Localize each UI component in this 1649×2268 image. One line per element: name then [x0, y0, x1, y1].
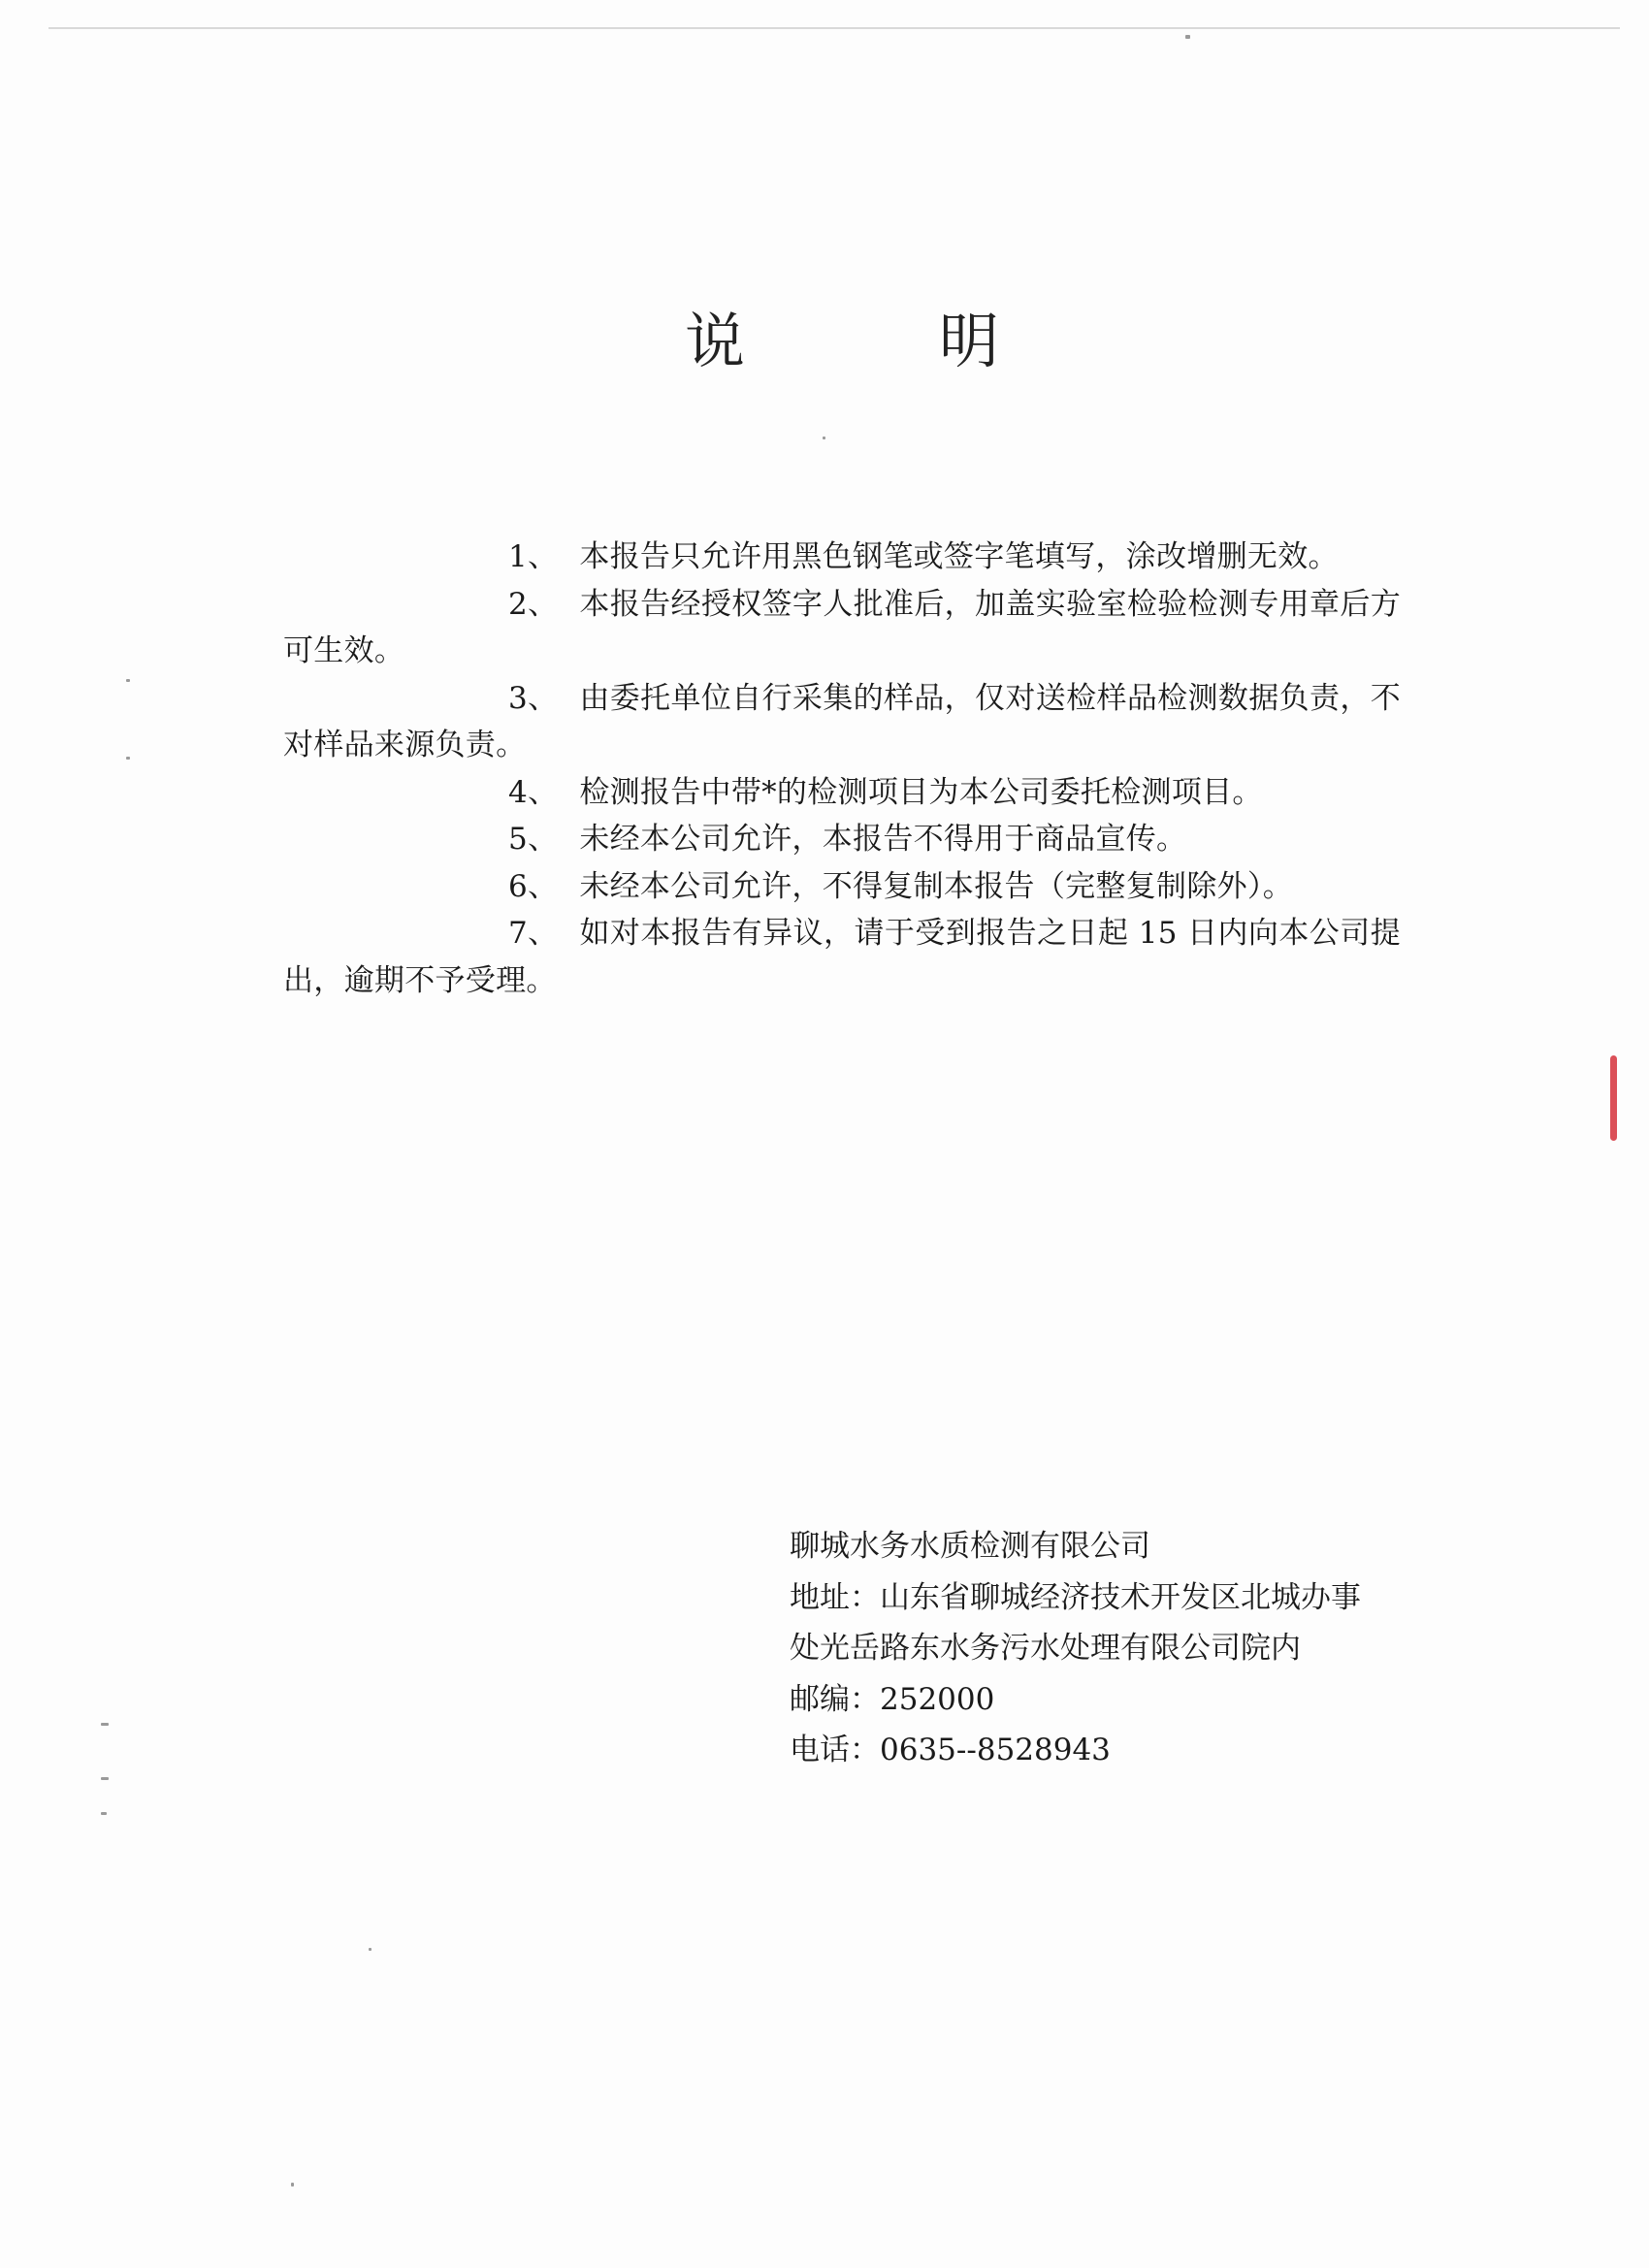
company-address-line-2: 处光岳路东水务污水处理有限公司院内	[790, 1631, 1301, 1666]
scan-speck	[101, 1812, 107, 1815]
company-phone: 电话：0635--8528943	[790, 1733, 1111, 1767]
red-ink-mark	[1610, 1055, 1617, 1141]
company-info	[790, 1521, 1410, 1776]
scan-speck	[1185, 35, 1190, 39]
note-text: 未经本公司允许，不得复制本报告（完整复制除外）。	[579, 868, 1294, 904]
note-number: 5、	[508, 822, 559, 857]
scan-speck	[369, 1948, 372, 1951]
scan-speck	[101, 1777, 109, 1780]
note-item	[283, 816, 1401, 863]
note-item	[283, 534, 1401, 581]
scan-speck	[126, 757, 130, 760]
note-text: 如对本报告有异议，请于受到报告之日起 15 日内向本公司提出，逾期不予受理。	[283, 916, 1401, 998]
note-item	[283, 675, 1401, 769]
note-number: 7、	[508, 916, 559, 951]
note-text: 本报告只允许用黑色钢笔或签字笔填写，涂改增删无效。	[579, 539, 1339, 574]
note-item	[283, 581, 1401, 675]
title-char-1: 说	[685, 306, 746, 376]
note-number: 1、	[508, 539, 559, 574]
notes-list	[283, 534, 1401, 1004]
scan-speck	[291, 2183, 294, 2187]
title-char-2: 明	[939, 306, 1000, 376]
note-number: 3、	[508, 680, 559, 716]
company-postcode: 邮编：252000	[790, 1681, 995, 1717]
note-text: 未经本公司允许，本报告不得用于商品宣传。	[579, 822, 1187, 857]
note-item	[283, 863, 1401, 911]
scan-speck	[126, 679, 130, 682]
note-item	[283, 769, 1401, 817]
note-number: 6、	[508, 868, 559, 904]
note-item	[283, 910, 1401, 1004]
scan-edge-line	[48, 27, 1620, 29]
company-name: 聊城水务水质检测有限公司	[790, 1529, 1150, 1564]
note-text: 本报告经授权签字人批准后，加盖实验室检验检测专用章后方可生效。	[283, 586, 1401, 668]
company-address-line-1: 地址：山东省聊城经济技术开发区北城办事	[790, 1579, 1361, 1615]
page-title	[0, 303, 1649, 380]
note-number: 2、	[508, 586, 559, 622]
scan-speck	[823, 437, 825, 439]
note-text: 检测报告中带*的检测项目为本公司委托检测项目。	[579, 774, 1263, 810]
note-number: 4、	[508, 774, 559, 810]
scan-speck	[101, 1723, 109, 1726]
note-text: 由委托单位自行采集的样品，仅对送检样品检测数据负责，不对样品来源负责。	[283, 680, 1401, 762]
